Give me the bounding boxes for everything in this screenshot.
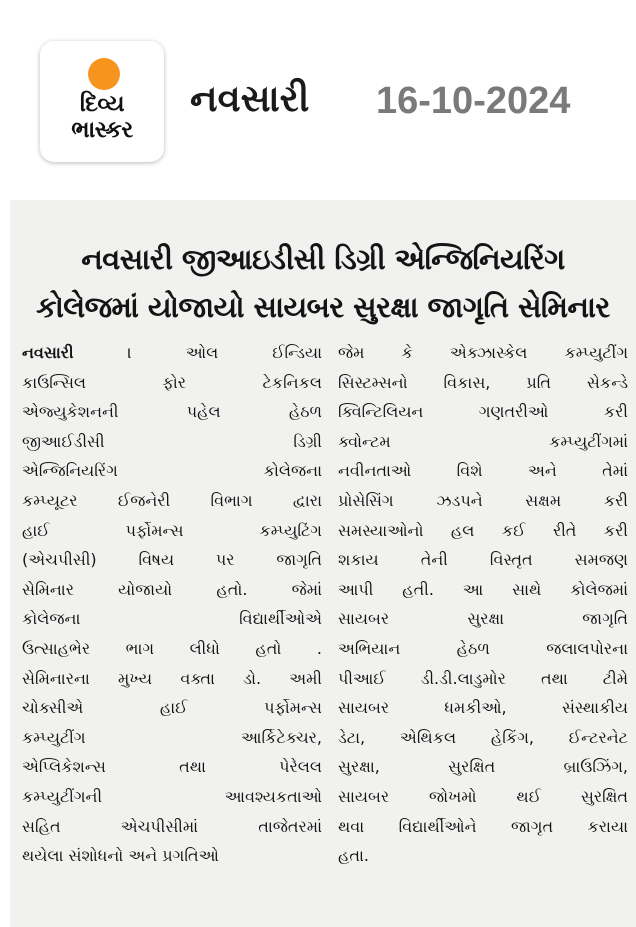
article-line: નવીનતાઓ વિશે અને તેમાં	[338, 461, 628, 481]
article-line: સાયબર ધમકીઓ, સંસ્થાકીય	[338, 698, 628, 718]
edition-city: નવસારી	[190, 77, 310, 120]
article-line: પીઆઈ ડી.ડી.લાડુમોર તથા ટીમે	[338, 668, 628, 688]
article-line: સિસ્ટમ્સનો વિકાસ, પ્રતિ સેકન્ડે	[338, 372, 628, 392]
article-line: કાઉન્સિલ ફોર ટેકનિકલ	[22, 372, 322, 392]
page-header	[0, 0, 636, 200]
article-line: ચોક્સીએ હાઈ પર્ફોમન્સ	[22, 698, 322, 718]
article-line: સેમિનારના મુખ્ય વક્તા ડો. અમી	[22, 668, 322, 688]
article-line: હાઈ પર્ફોમન્સ કમ્પ્યુટિંગ	[22, 520, 322, 540]
article-line: સાયબર જોખમો થઈ સુરક્ષિત	[338, 786, 628, 806]
article-line: શકાય તેની વિસ્તૃત સમજણ	[338, 550, 628, 570]
headline-line-2: કોલેજમાં યોજાયો સાયબર સુરક્ષા જાગૃતિ સેમિનાર	[36, 290, 610, 324]
article-line: એપ્લિકેશન્સ તથા પેરેલલ	[22, 757, 322, 777]
article-line: ઉત્સાહભેર ભાગ લીધો હતો .	[22, 638, 322, 658]
article-line: ક્વિન્ટિલિયન ગણતરીઓ કરી	[338, 402, 628, 422]
article-column-right	[338, 338, 628, 871]
article-line: જીઆઈડીસી ડિગ્રી	[22, 431, 322, 451]
article-line: જેમ કે એક્ઝાસ્કેલ કમ્પ્યુટીંગ	[338, 343, 628, 362]
article-line: અભિયાન હેઠળ જલાલપોરના	[338, 638, 628, 658]
logo-text-line2: ભાસ્કર	[71, 117, 133, 143]
article-line: સમસ્યાઓનો હલ કઈ રીતે કરી	[338, 520, 628, 540]
article-line: એજ્યુકેશનની પહેલ હેઠળ	[22, 402, 322, 422]
logo-text-line1: દિવ્ય	[79, 91, 125, 117]
article-line: સેમિનાર યોજાયો હતો. જેમાં	[22, 579, 322, 599]
article-line	[22, 338, 322, 368]
edition-date: 16-10-2024	[376, 80, 571, 122]
article-line: કોલેજના વિદ્યાર્થીઓએ	[22, 609, 322, 629]
article-line: ડેટા, એથિકલ હેકિંગ, ઈન્ટરનેટ	[338, 727, 628, 747]
article-line: થવા વિદ્યાર્થીઓને જાગૃત કરાયા	[338, 816, 628, 836]
article-line: હતા.	[338, 846, 369, 866]
article-line: ક્વોન્ટમ કમ્પ્યુટીંગમાં	[338, 431, 628, 451]
headline-line-1: નવસારી જીઆઇડીસી ડિગ્રી એન્જિનિયરિંગ	[81, 242, 565, 276]
article-line: કમ્પ્યુટીંગની આવશ્યકતાઓ	[22, 786, 322, 806]
article-line: કમ્પ્યૂટર ઈજનેરી વિભાગ દ્વારા	[22, 490, 322, 510]
article-line: આપી હતી. આ સાથે કોલેજમાં	[338, 579, 628, 599]
article-line-text: । ઓલ ઈન્ડિયા	[127, 343, 322, 362]
article-column-left	[22, 338, 322, 871]
newspaper-clipping	[10, 200, 636, 927]
article-line: કમ્પ્યુટીંગ આર્કિટેક્ચર,	[22, 727, 322, 747]
dateline: નવસારી	[22, 343, 74, 362]
article-line: સહિત એચપીસીમાં તાજેતરમાં	[22, 816, 322, 836]
article-line: થયેલા સંશોધનો અને પ્રગતિઓ	[22, 846, 219, 866]
article-line: પ્રોસેસિંગ ઝડપને સક્ષમ કરી	[338, 490, 628, 510]
article-line: સાયબર સુરક્ષા જાગૃતિ	[338, 609, 628, 629]
divya-bhaskar-logo	[40, 41, 164, 162]
article-line: સુરક્ષા, સુરક્ષિત બ્રાઉઝિંગ,	[338, 757, 628, 777]
article-line: એન્જિનિયરિંગ કોલેજના	[22, 461, 322, 481]
sun-icon	[88, 58, 120, 90]
article-line: (એચપીસી) વિષય પર જાગૃતિ	[22, 550, 322, 570]
